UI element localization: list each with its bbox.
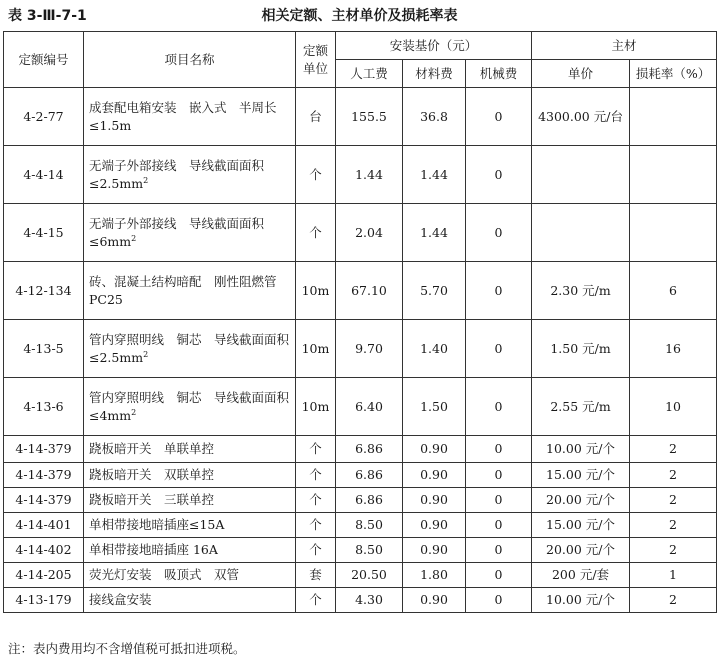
row-labor: 6.86 [336, 436, 403, 463]
row-name [84, 204, 296, 262]
row-material: 1.44 [403, 146, 466, 204]
header-material: 材料费 [403, 60, 466, 88]
row-code: 4-4-15 [4, 204, 84, 262]
row-labor: 20.50 [336, 563, 403, 588]
row-code: 4-13-6 [4, 378, 84, 436]
header-name: 项目名称 [84, 32, 296, 88]
row-name [84, 513, 296, 538]
row-unit: 10m [296, 320, 336, 378]
row-unit-price: 15.00 元/个 [532, 513, 630, 538]
table-row [4, 262, 717, 320]
table-title: 相关定额、主材单价及损耗率表 [261, 8, 458, 24]
row-material: 0.90 [403, 436, 466, 463]
row-unit-price: 1.50 元/m [532, 320, 630, 378]
row-code: 4-14-401 [4, 513, 84, 538]
row-labor: 2.04 [336, 204, 403, 262]
table-note: 注：表内费用均不含增值税可抵扣进项税。 [8, 641, 246, 656]
row-name-text: 跷板暗开关 双联单控 [89, 467, 215, 482]
row-unit-price [532, 146, 630, 204]
header-unit: 定额单位 [296, 32, 336, 88]
row-loss-rate: 2 [630, 538, 717, 563]
row-loss-rate: 2 [630, 463, 717, 488]
row-code: 4-4-14 [4, 146, 84, 204]
row-code: 4-13-179 [4, 588, 84, 613]
row-name-text: 砖、混凝土结构暗配 刚性阻燃管 PC25 [89, 273, 277, 307]
row-unit: 10m [296, 378, 336, 436]
table-row [4, 488, 717, 513]
table-row [4, 146, 717, 204]
row-loss-rate: 1 [630, 563, 717, 588]
table-row [4, 378, 717, 436]
row-material: 0.90 [403, 488, 466, 513]
row-labor: 67.10 [336, 262, 403, 320]
row-machine: 0 [466, 378, 532, 436]
row-code: 4-14-205 [4, 563, 84, 588]
quota-table [3, 31, 717, 613]
table-row [4, 463, 717, 488]
row-name-superscript: 2 [131, 233, 137, 243]
row-unit-price: 15.00 元/个 [532, 463, 630, 488]
table-row [4, 320, 717, 378]
row-name [84, 463, 296, 488]
row-material: 0.90 [403, 538, 466, 563]
row-unit: 套 [296, 563, 336, 588]
row-unit: 台 [296, 88, 336, 146]
row-name [84, 538, 296, 563]
row-loss-rate: 6 [630, 262, 717, 320]
row-machine: 0 [466, 320, 532, 378]
row-name-text: 单相带接地暗插座≤15A [89, 517, 225, 532]
table-body [4, 88, 717, 613]
table-row [4, 513, 717, 538]
row-material: 1.80 [403, 563, 466, 588]
row-unit-price: 200 元/套 [532, 563, 630, 588]
row-name-text: 跷板暗开关 单联单控 [89, 441, 215, 456]
row-name-text: 管内穿照明线 铜芯 导线截面面积≤2.5mm [89, 331, 290, 365]
row-unit: 个 [296, 204, 336, 262]
row-name [84, 588, 296, 613]
row-material: 0.90 [403, 463, 466, 488]
row-name-text: 荧光灯安装 吸顶式 双管 [89, 567, 240, 582]
row-name [84, 146, 296, 204]
row-loss-rate [630, 146, 717, 204]
row-loss-rate: 2 [630, 488, 717, 513]
row-unit: 个 [296, 488, 336, 513]
row-code: 4-14-379 [4, 436, 84, 463]
table-row [4, 436, 717, 463]
row-material: 36.8 [403, 88, 466, 146]
row-code: 4-14-379 [4, 463, 84, 488]
row-labor: 155.5 [336, 88, 403, 146]
row-machine: 0 [466, 538, 532, 563]
row-material: 1.40 [403, 320, 466, 378]
row-code: 4-14-402 [4, 538, 84, 563]
table-row [4, 538, 717, 563]
row-labor: 6.40 [336, 378, 403, 436]
row-labor: 9.70 [336, 320, 403, 378]
row-name-superscript: 2 [143, 349, 149, 359]
row-unit: 个 [296, 436, 336, 463]
row-material: 1.50 [403, 378, 466, 436]
row-name [84, 88, 296, 146]
row-code: 4-2-77 [4, 88, 84, 146]
row-machine: 0 [466, 146, 532, 204]
header-main-material: 主材 [532, 32, 717, 60]
row-machine: 0 [466, 488, 532, 513]
row-unit-price [532, 204, 630, 262]
row-material: 5.70 [403, 262, 466, 320]
row-unit-price: 10.00 元/个 [532, 588, 630, 613]
row-machine: 0 [466, 204, 532, 262]
row-machine: 0 [466, 88, 532, 146]
row-labor: 6.86 [336, 488, 403, 513]
header-unit-price: 单价 [532, 60, 630, 88]
row-code: 4-12-134 [4, 262, 84, 320]
row-name-text: 接线盒安装 [89, 592, 152, 607]
row-labor: 4.30 [336, 588, 403, 613]
row-name-text: 单相带接地暗插座 16A [89, 542, 218, 557]
row-material: 0.90 [403, 513, 466, 538]
row-code: 4-13-5 [4, 320, 84, 378]
row-name [84, 320, 296, 378]
row-name-text: 跷板暗开关 三联单控 [89, 492, 215, 507]
row-loss-rate: 2 [630, 588, 717, 613]
row-material: 0.90 [403, 588, 466, 613]
header-loss-rate: 损耗率（%） [630, 60, 717, 88]
row-machine: 0 [466, 513, 532, 538]
row-name [84, 436, 296, 463]
row-machine: 0 [466, 262, 532, 320]
row-name-text: 无端子外部接线 导线截面面积≤2.5mm [89, 157, 265, 191]
header-code: 定额编号 [4, 32, 84, 88]
header-install-price: 安装基价（元） [336, 32, 532, 60]
row-machine: 0 [466, 436, 532, 463]
row-loss-rate: 10 [630, 378, 717, 436]
row-unit: 10m [296, 262, 336, 320]
row-machine: 0 [466, 463, 532, 488]
header-labor: 人工费 [336, 60, 403, 88]
row-name-superscript: 2 [143, 175, 149, 185]
row-labor: 6.86 [336, 463, 403, 488]
row-unit-price: 10.00 元/个 [532, 436, 630, 463]
table-row [4, 204, 717, 262]
row-name-text: 无端子外部接线 导线截面面积≤6mm [89, 215, 265, 249]
table-row [4, 588, 717, 613]
row-machine: 0 [466, 563, 532, 588]
row-name [84, 563, 296, 588]
row-unit: 个 [296, 463, 336, 488]
row-unit-price: 2.30 元/m [532, 262, 630, 320]
row-unit-price: 4300.00 元/台 [532, 88, 630, 146]
row-loss-rate [630, 204, 717, 262]
row-code: 4-14-379 [4, 488, 84, 513]
row-name-superscript: 2 [131, 407, 137, 417]
row-unit: 个 [296, 513, 336, 538]
table-number: 表 3-Ⅲ-7-1 [8, 8, 87, 24]
row-material: 1.44 [403, 204, 466, 262]
row-unit: 个 [296, 588, 336, 613]
row-loss-rate: 2 [630, 436, 717, 463]
row-unit-price: 20.00 元/个 [532, 538, 630, 563]
row-name [84, 262, 296, 320]
table-row [4, 563, 717, 588]
row-name [84, 378, 296, 436]
table-row [4, 88, 717, 146]
header-machine: 机械费 [466, 60, 532, 88]
row-machine: 0 [466, 588, 532, 613]
row-labor: 8.50 [336, 538, 403, 563]
row-unit: 个 [296, 538, 336, 563]
row-labor: 8.50 [336, 513, 403, 538]
table-caption [0, 0, 719, 30]
row-unit-price: 2.55 元/m [532, 378, 630, 436]
row-labor: 1.44 [336, 146, 403, 204]
row-unit: 个 [296, 146, 336, 204]
row-name [84, 488, 296, 513]
row-loss-rate: 2 [630, 513, 717, 538]
row-loss-rate [630, 88, 717, 146]
row-loss-rate: 16 [630, 320, 717, 378]
row-unit-price: 20.00 元/个 [532, 488, 630, 513]
row-name-text: 成套配电箱安装 嵌入式 半周长≤1.5m [89, 99, 277, 133]
row-name-text: 管内穿照明线 铜芯 导线截面面积≤4mm [89, 389, 290, 423]
